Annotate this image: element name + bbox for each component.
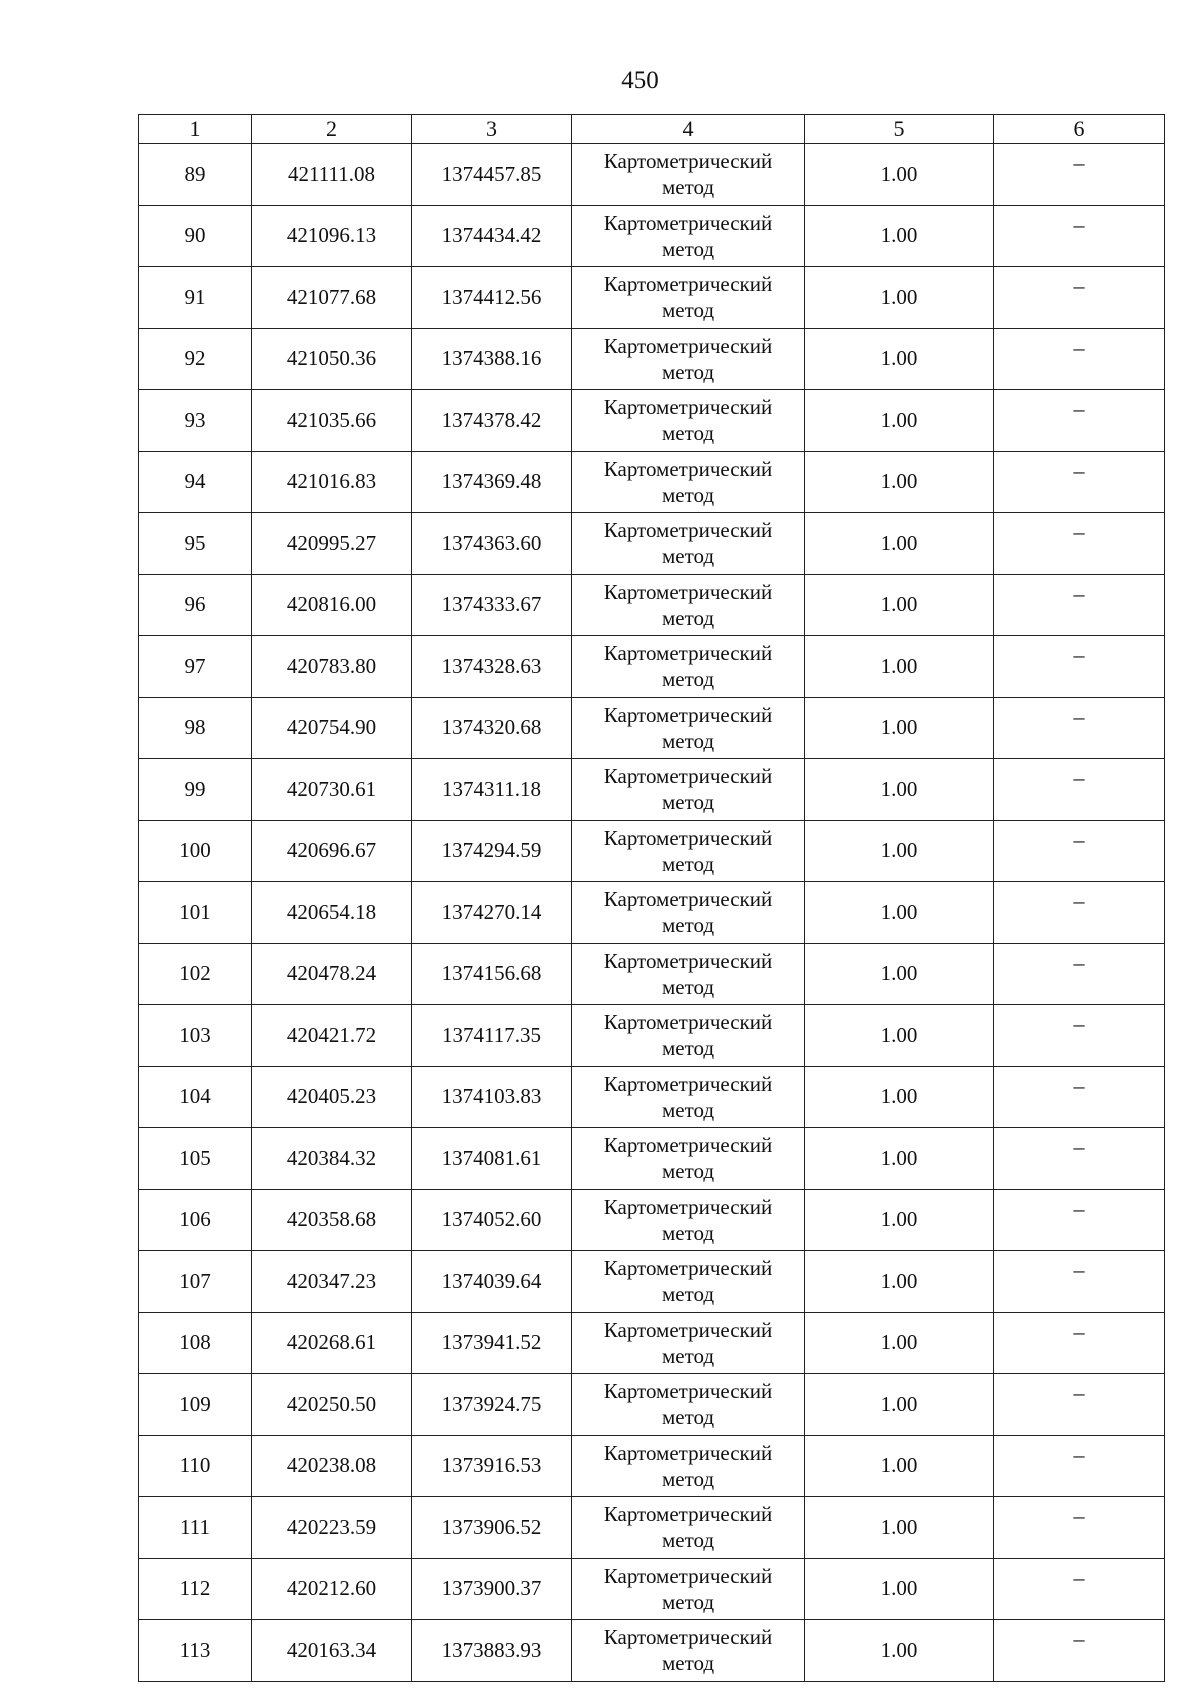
accuracy-cell: 1.00 (805, 697, 994, 759)
table-row (139, 1374, 1165, 1436)
method-text-line1: Картометрический (603, 948, 773, 973)
note-cell: – (994, 267, 1165, 329)
table-row (139, 328, 1165, 390)
method-text-line2: метод (661, 974, 715, 999)
x-coordinate-cell: 420250.50 (252, 1374, 412, 1436)
method-cell (572, 759, 805, 821)
note-cell: – (994, 1558, 1165, 1620)
method-text-line1: Картометрический (603, 1194, 773, 1219)
method-text-line2: метод (661, 421, 715, 446)
accuracy-cell: 1.00 (805, 267, 994, 329)
table-row (139, 390, 1165, 452)
accuracy-cell: 1.00 (805, 390, 994, 452)
method-text-line2: метод (661, 1220, 715, 1245)
accuracy-cell: 1.00 (805, 882, 994, 944)
accuracy-cell: 1.00 (805, 574, 994, 636)
method-text-line2: метод (661, 667, 715, 692)
note-cell: – (994, 1435, 1165, 1497)
method-cell (572, 1374, 805, 1436)
y-coordinate-cell: 1374311.18 (412, 759, 572, 821)
table-row (139, 636, 1165, 698)
method-cell (572, 328, 805, 390)
y-coordinate-cell: 1373916.53 (412, 1435, 572, 1497)
method-text-line2: метод (661, 544, 715, 569)
y-coordinate-cell: 1373924.75 (412, 1374, 572, 1436)
table-row (139, 205, 1165, 267)
note-cell: – (994, 1497, 1165, 1559)
method-text-line1: Картометрический (603, 1071, 773, 1096)
method-cell (572, 1620, 805, 1682)
method-cell (572, 1312, 805, 1374)
point-number-cell: 98 (139, 697, 252, 759)
method-text-line2: метод (661, 175, 715, 200)
method-text-line2: метод (661, 1282, 715, 1307)
column-header-5: 5 (805, 115, 994, 144)
x-coordinate-cell: 421035.66 (252, 390, 412, 452)
point-number-cell: 112 (139, 1558, 252, 1620)
method-text-line2: метод (661, 298, 715, 323)
method-cell (572, 1251, 805, 1313)
point-number-cell: 96 (139, 574, 252, 636)
method-text-line1: Картометрический (603, 764, 773, 789)
point-number-cell: 109 (139, 1374, 252, 1436)
method-cell (572, 1189, 805, 1251)
point-number-cell: 100 (139, 820, 252, 882)
accuracy-cell: 1.00 (805, 513, 994, 575)
method-text-line1: Картометрический (603, 1256, 773, 1281)
accuracy-cell: 1.00 (805, 205, 994, 267)
point-number-cell: 93 (139, 390, 252, 452)
method-text-line1: Картометрический (603, 825, 773, 850)
method-cell (572, 636, 805, 698)
table-row (139, 1005, 1165, 1067)
table-row (139, 1620, 1165, 1682)
note-cell: – (994, 513, 1165, 575)
x-coordinate-cell: 420212.60 (252, 1558, 412, 1620)
x-coordinate-cell: 420654.18 (252, 882, 412, 944)
table-row (139, 697, 1165, 759)
note-cell: – (994, 1620, 1165, 1682)
x-coordinate-cell: 421050.36 (252, 328, 412, 390)
method-text-line1: Картометрический (603, 395, 773, 420)
method-text-line1: Картометрический (603, 456, 773, 481)
table-row (139, 759, 1165, 821)
table-row (139, 820, 1165, 882)
x-coordinate-cell: 420347.23 (252, 1251, 412, 1313)
method-cell (572, 513, 805, 575)
method-cell (572, 267, 805, 329)
method-text-line2: метод (661, 1036, 715, 1061)
note-cell: – (994, 451, 1165, 513)
method-cell (572, 451, 805, 513)
note-cell: – (994, 636, 1165, 698)
note-cell: – (994, 943, 1165, 1005)
table-row (139, 1251, 1165, 1313)
accuracy-cell: 1.00 (805, 1005, 994, 1067)
method-cell (572, 1558, 805, 1620)
table-row (139, 513, 1165, 575)
accuracy-cell: 1.00 (805, 636, 994, 698)
method-text-line1: Картометрический (603, 1563, 773, 1588)
x-coordinate-cell: 421016.83 (252, 451, 412, 513)
table-header-row (139, 115, 1165, 144)
point-number-cell: 107 (139, 1251, 252, 1313)
x-coordinate-cell: 421111.08 (252, 144, 412, 206)
x-coordinate-cell: 420238.08 (252, 1435, 412, 1497)
method-text-line1: Картометрический (603, 149, 773, 174)
method-text-line1: Картометрический (603, 1440, 773, 1465)
x-coordinate-cell: 421096.13 (252, 205, 412, 267)
y-coordinate-cell: 1374388.16 (412, 328, 572, 390)
x-coordinate-cell: 420995.27 (252, 513, 412, 575)
y-coordinate-cell: 1374270.14 (412, 882, 572, 944)
point-number-cell: 113 (139, 1620, 252, 1682)
x-coordinate-cell: 420696.67 (252, 820, 412, 882)
table-row (139, 144, 1165, 206)
y-coordinate-cell: 1373883.93 (412, 1620, 572, 1682)
method-text-line2: метод (661, 1651, 715, 1676)
method-cell (572, 820, 805, 882)
point-number-cell: 95 (139, 513, 252, 575)
method-text-line2: метод (661, 728, 715, 753)
y-coordinate-cell: 1374363.60 (412, 513, 572, 575)
y-coordinate-cell: 1374294.59 (412, 820, 572, 882)
method-text-line1: Картометрический (603, 887, 773, 912)
note-cell: – (994, 882, 1165, 944)
coordinates-table (138, 114, 1165, 1682)
method-text-line1: Картометрический (603, 641, 773, 666)
y-coordinate-cell: 1374103.83 (412, 1066, 572, 1128)
table-row (139, 1435, 1165, 1497)
x-coordinate-cell: 420421.72 (252, 1005, 412, 1067)
accuracy-cell: 1.00 (805, 1558, 994, 1620)
method-text-line2: метод (661, 790, 715, 815)
method-text-line1: Картометрический (603, 518, 773, 543)
column-header-4: 4 (572, 115, 805, 144)
method-text-line1: Картометрический (603, 579, 773, 604)
accuracy-cell: 1.00 (805, 1128, 994, 1190)
point-number-cell: 101 (139, 882, 252, 944)
y-coordinate-cell: 1373900.37 (412, 1558, 572, 1620)
x-coordinate-cell: 421077.68 (252, 267, 412, 329)
y-coordinate-cell: 1374457.85 (412, 144, 572, 206)
method-text-line2: метод (661, 913, 715, 938)
method-cell (572, 1435, 805, 1497)
method-text-line2: метод (661, 482, 715, 507)
note-cell: – (994, 144, 1165, 206)
method-cell (572, 574, 805, 636)
method-text-line2: метод (661, 1405, 715, 1430)
y-coordinate-cell: 1374412.56 (412, 267, 572, 329)
method-cell (572, 144, 805, 206)
method-text-line1: Картометрический (603, 702, 773, 727)
y-coordinate-cell: 1374156.68 (412, 943, 572, 1005)
column-header-6: 6 (994, 115, 1165, 144)
x-coordinate-cell: 420268.61 (252, 1312, 412, 1374)
x-coordinate-cell: 420754.90 (252, 697, 412, 759)
method-text-line2: метод (661, 605, 715, 630)
y-coordinate-cell: 1374117.35 (412, 1005, 572, 1067)
note-cell: – (994, 1374, 1165, 1436)
method-text-line2: метод (661, 1343, 715, 1368)
method-text-line2: метод (661, 1159, 715, 1184)
method-cell (572, 1066, 805, 1128)
table-row (139, 267, 1165, 329)
table-row (139, 1312, 1165, 1374)
point-number-cell: 108 (139, 1312, 252, 1374)
note-cell: – (994, 390, 1165, 452)
point-number-cell: 89 (139, 144, 252, 206)
method-text-line1: Картометрический (603, 1502, 773, 1527)
accuracy-cell: 1.00 (805, 943, 994, 1005)
column-header-1: 1 (139, 115, 252, 144)
table-row (139, 574, 1165, 636)
y-coordinate-cell: 1373941.52 (412, 1312, 572, 1374)
point-number-cell: 94 (139, 451, 252, 513)
table-row (139, 1558, 1165, 1620)
point-number-cell: 111 (139, 1497, 252, 1559)
accuracy-cell: 1.00 (805, 759, 994, 821)
method-text-line1: Картометрический (603, 333, 773, 358)
method-text-line1: Картометрический (603, 1379, 773, 1404)
x-coordinate-cell: 420405.23 (252, 1066, 412, 1128)
method-cell (572, 1005, 805, 1067)
page-number: 450 (621, 67, 659, 94)
y-coordinate-cell: 1374369.48 (412, 451, 572, 513)
y-coordinate-cell: 1374328.63 (412, 636, 572, 698)
method-cell (572, 882, 805, 944)
method-text-line1: Картометрический (603, 272, 773, 297)
x-coordinate-cell: 420163.34 (252, 1620, 412, 1682)
accuracy-cell: 1.00 (805, 451, 994, 513)
method-text-line1: Картометрический (603, 210, 773, 235)
x-coordinate-cell: 420384.32 (252, 1128, 412, 1190)
column-header-3: 3 (412, 115, 572, 144)
note-cell: – (994, 1251, 1165, 1313)
y-coordinate-cell: 1373906.52 (412, 1497, 572, 1559)
y-coordinate-cell: 1374081.61 (412, 1128, 572, 1190)
x-coordinate-cell: 420816.00 (252, 574, 412, 636)
x-coordinate-cell: 420478.24 (252, 943, 412, 1005)
table-row (139, 451, 1165, 513)
accuracy-cell: 1.00 (805, 1620, 994, 1682)
y-coordinate-cell: 1374434.42 (412, 205, 572, 267)
point-number-cell: 92 (139, 328, 252, 390)
y-coordinate-cell: 1374378.42 (412, 390, 572, 452)
x-coordinate-cell: 420358.68 (252, 1189, 412, 1251)
method-cell (572, 205, 805, 267)
method-cell (572, 697, 805, 759)
note-cell: – (994, 1005, 1165, 1067)
accuracy-cell: 1.00 (805, 328, 994, 390)
method-text-line2: метод (661, 1097, 715, 1122)
point-number-cell: 99 (139, 759, 252, 821)
point-number-cell: 97 (139, 636, 252, 698)
point-number-cell: 90 (139, 205, 252, 267)
accuracy-cell: 1.00 (805, 1251, 994, 1313)
table-body (139, 144, 1165, 1682)
y-coordinate-cell: 1374333.67 (412, 574, 572, 636)
point-number-cell: 103 (139, 1005, 252, 1067)
method-text-line2: метод (661, 851, 715, 876)
method-text-line2: метод (661, 359, 715, 384)
point-number-cell: 105 (139, 1128, 252, 1190)
method-text-line2: метод (661, 236, 715, 261)
y-coordinate-cell: 1374052.60 (412, 1189, 572, 1251)
table-row (139, 882, 1165, 944)
note-cell: – (994, 820, 1165, 882)
point-number-cell: 91 (139, 267, 252, 329)
accuracy-cell: 1.00 (805, 1189, 994, 1251)
point-number-cell: 102 (139, 943, 252, 1005)
point-number-cell: 110 (139, 1435, 252, 1497)
note-cell: – (994, 1066, 1165, 1128)
method-text-line1: Картометрический (603, 1133, 773, 1158)
method-cell (572, 943, 805, 1005)
accuracy-cell: 1.00 (805, 144, 994, 206)
method-text-line2: метод (661, 1589, 715, 1614)
point-number-cell: 104 (139, 1066, 252, 1128)
accuracy-cell: 1.00 (805, 1435, 994, 1497)
accuracy-cell: 1.00 (805, 1066, 994, 1128)
method-text-line2: метод (661, 1466, 715, 1491)
note-cell: – (994, 759, 1165, 821)
column-header-2: 2 (252, 115, 412, 144)
x-coordinate-cell: 420730.61 (252, 759, 412, 821)
note-cell: – (994, 328, 1165, 390)
note-cell: – (994, 574, 1165, 636)
accuracy-cell: 1.00 (805, 1312, 994, 1374)
method-cell (572, 1497, 805, 1559)
method-cell (572, 390, 805, 452)
note-cell: – (994, 1128, 1165, 1190)
y-coordinate-cell: 1374320.68 (412, 697, 572, 759)
table-row (139, 1066, 1165, 1128)
table-row (139, 1497, 1165, 1559)
x-coordinate-cell: 420223.59 (252, 1497, 412, 1559)
table-row (139, 943, 1165, 1005)
table-row (139, 1128, 1165, 1190)
point-number-cell: 106 (139, 1189, 252, 1251)
accuracy-cell: 1.00 (805, 820, 994, 882)
y-coordinate-cell: 1374039.64 (412, 1251, 572, 1313)
method-text-line2: метод (661, 1528, 715, 1553)
accuracy-cell: 1.00 (805, 1374, 994, 1436)
note-cell: – (994, 205, 1165, 267)
accuracy-cell: 1.00 (805, 1497, 994, 1559)
table-row (139, 1189, 1165, 1251)
note-cell: – (994, 1189, 1165, 1251)
method-text-line1: Картометрический (603, 1317, 773, 1342)
x-coordinate-cell: 420783.80 (252, 636, 412, 698)
method-cell (572, 1128, 805, 1190)
method-text-line1: Картометрический (603, 1625, 773, 1650)
note-cell: – (994, 1312, 1165, 1374)
note-cell: – (994, 697, 1165, 759)
method-text-line1: Картометрический (603, 1010, 773, 1035)
